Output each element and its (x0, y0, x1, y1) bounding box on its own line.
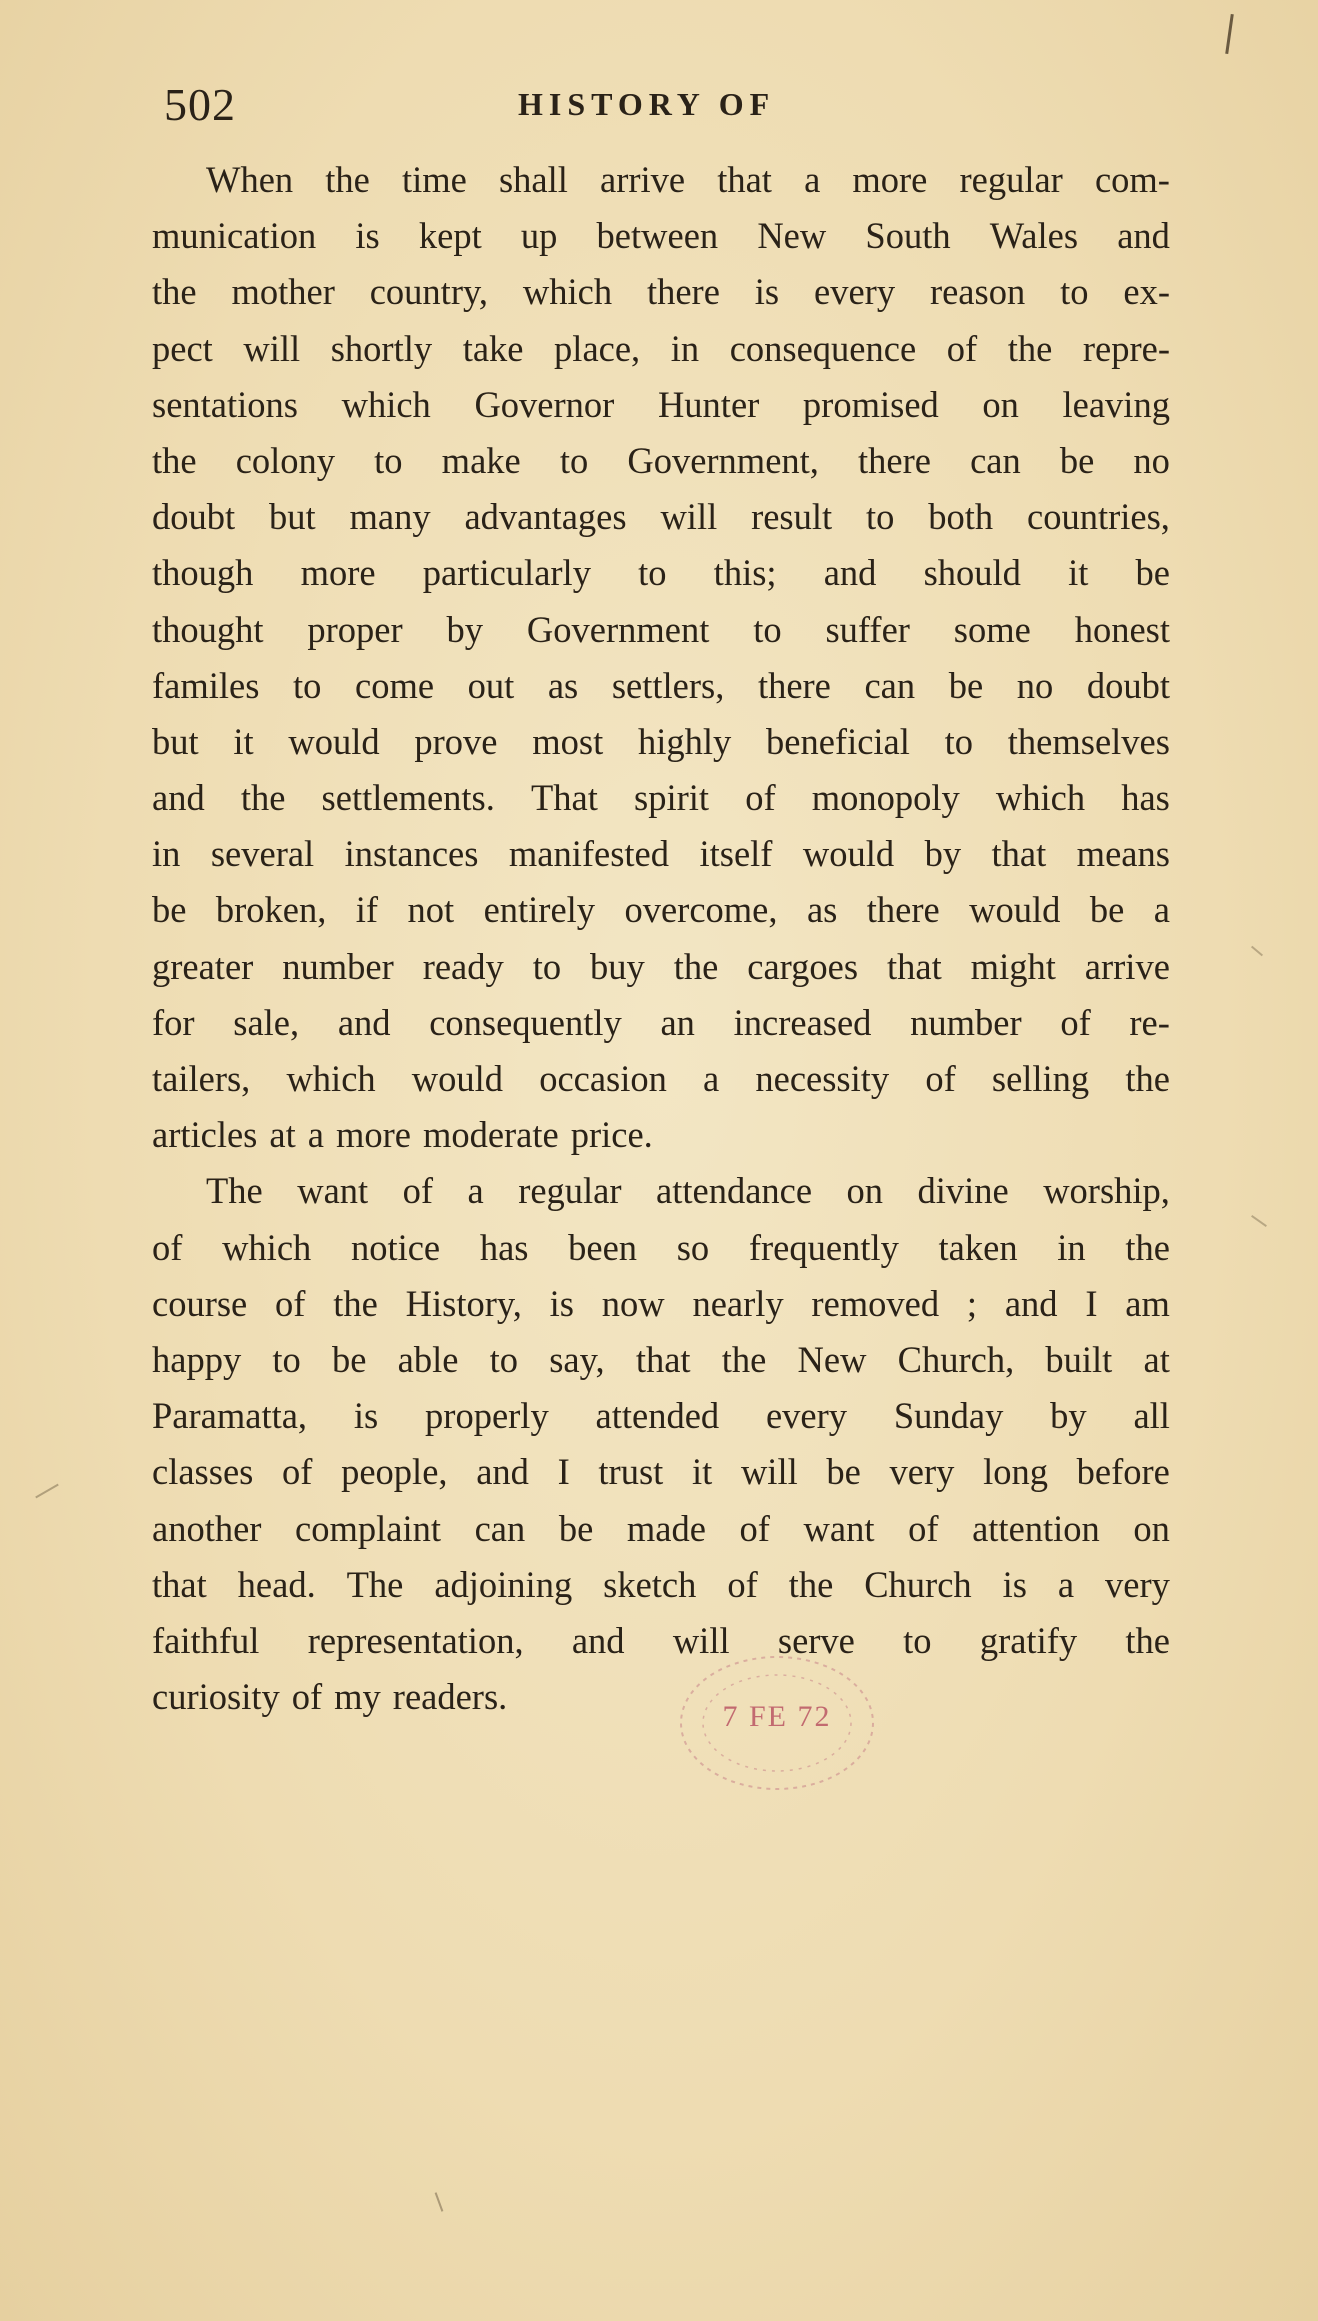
text-line: in several instances manifested itself would by that means (152, 833, 1170, 875)
text-line: thought proper by Government to suffer some honest (152, 608, 1170, 650)
margin-mark (435, 2192, 444, 2211)
text-line: The want of a regular attendance on divine worship, (206, 1170, 1170, 1212)
text-line: and the settlements. That spirit of monopoly which has (152, 777, 1170, 819)
margin-mark (1225, 14, 1234, 54)
page-header (160, 78, 1170, 138)
text-line: of which notice has been so frequently taken in the (152, 1226, 1170, 1268)
text-line: When the time shall arrive that a more regular com- (206, 159, 1170, 200)
text-line: happy to be able to say, that the New Church, built at (152, 1338, 1170, 1380)
text-line: another complaint can be made of want of attention on (152, 1507, 1170, 1549)
page-number: 502 (164, 79, 236, 130)
running-head: HISTORY OF (518, 86, 776, 122)
margin-mark (1251, 1215, 1267, 1227)
text-line: but it would prove most highly beneficial to themselves (152, 720, 1170, 762)
stamp-date: 7 FE 72 (722, 1700, 832, 1733)
text-line: curiosity of my readers. (152, 1676, 508, 1718)
margin-mark (35, 1484, 59, 1499)
text-line: be broken, if not entirely overcome, as there would be a (152, 889, 1170, 931)
text-line: that head. The adjoining sketch of the Church is a very (152, 1563, 1170, 1605)
text-line: greater number ready to buy the cargoes that might arrive (152, 945, 1170, 987)
text-line: familes to come out as settlers, there can be no doubt (152, 664, 1170, 706)
text-line: the mother country, which there is every reason to ex- (152, 271, 1170, 313)
text-line: munication is kept up between New South Wales and (152, 215, 1170, 257)
text-line: though more particularly to this; and should it be (152, 552, 1170, 594)
text-line: sentations which Governor Hunter promised on leaving (152, 383, 1170, 425)
text-line: doubt but many advantages will result to both countries, (152, 496, 1170, 538)
text-line: for sale, and consequently an increased number of re- (152, 1001, 1170, 1043)
text-line: pect will shortly take place, in consequence of the repre- (152, 327, 1170, 369)
text-line: course of the History, is now nearly removed ; and I am (152, 1282, 1170, 1324)
text-line: tailers, which would occasion a necessity of selling the (152, 1058, 1170, 1099)
text-line: faithful representation, and will serve to gratify the (152, 1619, 1170, 1661)
text-line: articles at a more moderate price. (152, 1114, 653, 1156)
body-text (152, 152, 1170, 1725)
text-line: the colony to make to Government, there can be no (152, 439, 1170, 481)
text-line: classes of people, and I trust it will be very long before (152, 1451, 1170, 1493)
margin-mark (1251, 946, 1263, 957)
text-line: Paramatta, is properly attended every Sunday by all (152, 1395, 1170, 1437)
